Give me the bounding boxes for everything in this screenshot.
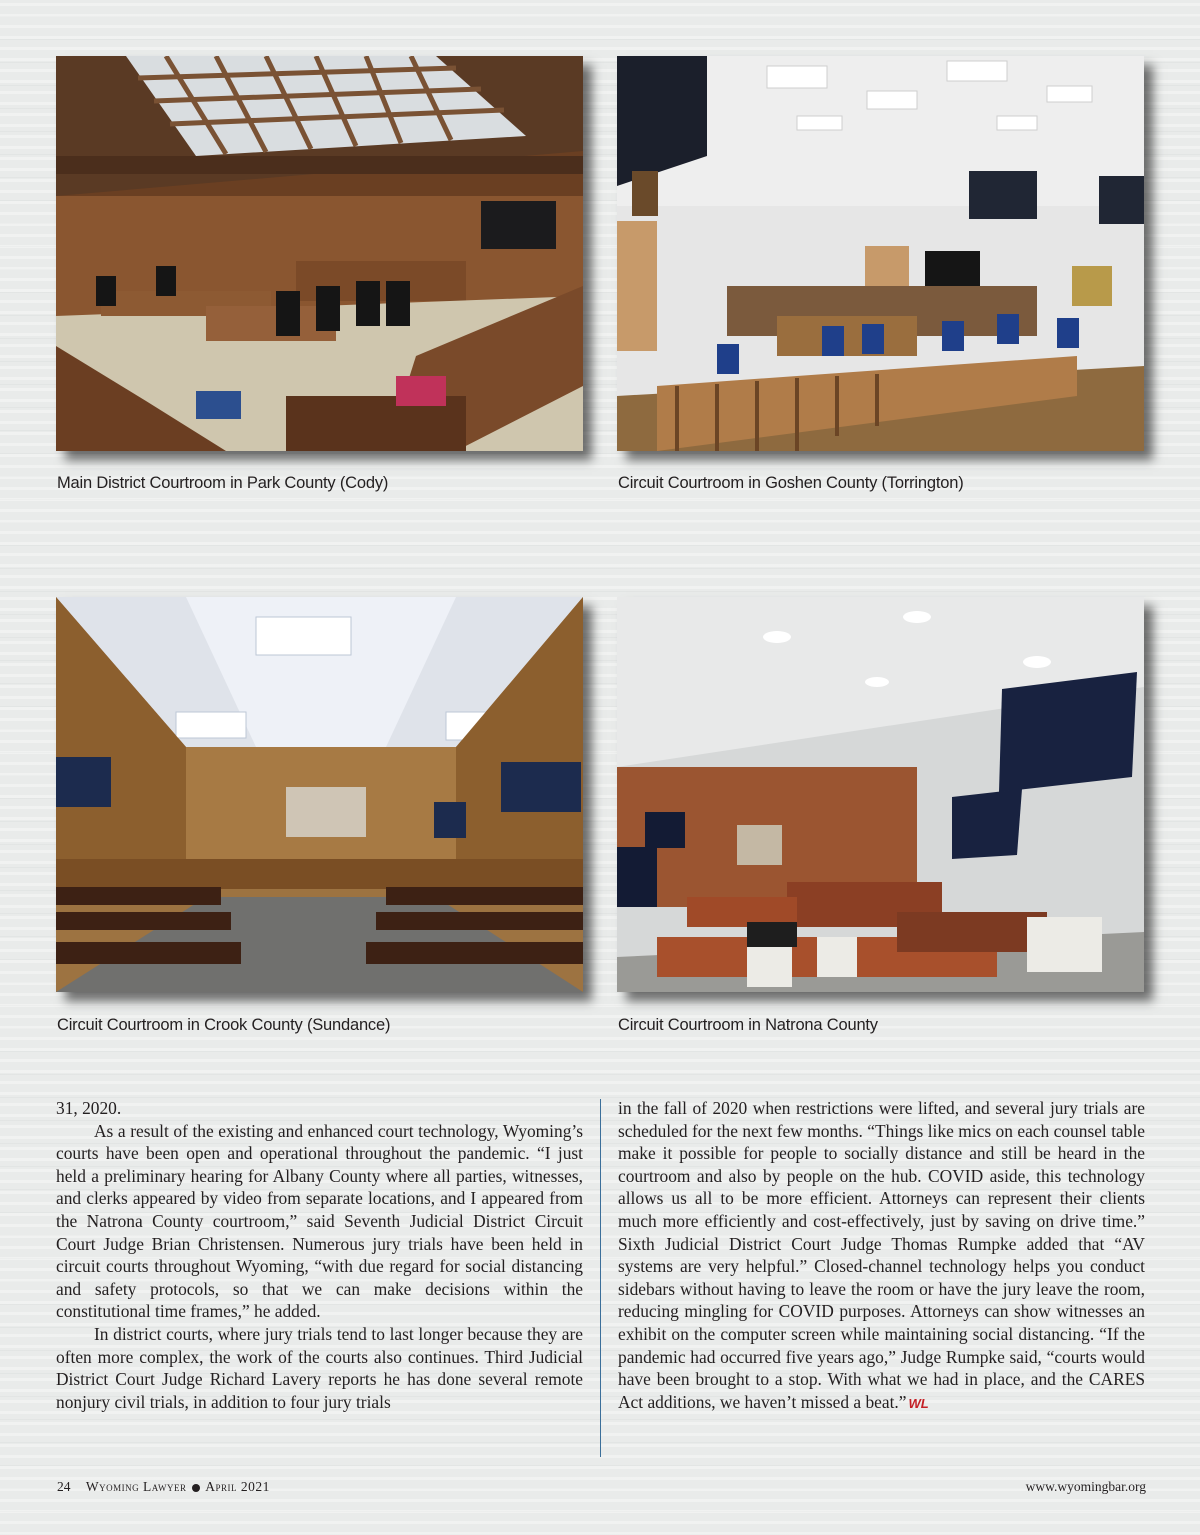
- website-url: www.wyomingbar.org: [1025, 1479, 1146, 1494]
- photo-caption: Main District Courtroom in Park County (Cody): [57, 474, 389, 492]
- page-footer-left: [57, 1479, 270, 1495]
- photo-park-county-courtroom: [56, 56, 583, 451]
- page-number: 24: [57, 1479, 71, 1494]
- issue-date: April 2021: [205, 1479, 270, 1494]
- photo-natrona-county-courtroom: [617, 597, 1144, 992]
- article-column-right: [618, 1097, 1145, 1415]
- article-paragraph: In district courts, where jury trials tend to last longer because they are often more complex, the work of the courts also continues. Third Judicial District Court Judge Richard Lavery reports he has done several remote nonjury civil trials, in addition to four jury trials: [56, 1323, 583, 1412]
- column-divider: [600, 1099, 601, 1457]
- photo-caption: Circuit Courtroom in Crook County (Sundance): [57, 1016, 391, 1034]
- article-paragraph: in the fall of 2020 when restrictions were lifted, and several jury trials are scheduled for the next few months. “Things like mics on each counsel table make it possible for people to socially distance and still be heard in the courtroom and also by people on the hub. COVID aside, this technology allows us all to be more efficient. Attorneys can represent their clients much more efficiently and cost-effectively, just by saving on drive time.” Sixth Judicial District Court Judge Thomas Rumpke added that “AV systems are very helpful.” Closed-channel technology helps you conduct sidebars without having to leave the room or have the jury leave the room, reducing mingling for COVID purposes. Attorneys can show witnesses an exhibit on the computer screen while maintaining social distancing. “If the pandemic had occurred five years ago,” Judge Rumpke said, “courts would have been brought to a stop. With what we had in place, and the CARES Act additions, we haven’t missed a beat.”: [618, 1098, 1145, 1412]
- photo-crook-county-courtroom: [56, 597, 583, 992]
- end-mark: WL: [908, 1395, 929, 1411]
- photo-caption: Circuit Courtroom in Natrona County: [618, 1016, 878, 1034]
- article-paragraph: 31, 2020.: [56, 1098, 122, 1118]
- article-column-left: [56, 1097, 583, 1413]
- photo-goshen-county-courtroom: [617, 56, 1144, 451]
- photo-caption: Circuit Courtroom in Goshen County (Torrington): [618, 474, 964, 492]
- bullet-separator-icon: [192, 1484, 200, 1492]
- article-paragraph: As a result of the existing and enhanced court technology, Wyoming’s courts have been open and operational throughout the pandemic. “I just held a preliminary hearing for Albany County where all parties, witnesses, and clerks appeared by video from separate locations, and I appeared from the Natrona County courtroom,” said Seventh Judicial District Circuit Court Judge Brian Christensen. Numerous jury trials have been held in circuit courts throughout Wyoming, “with due regard for social distancing and safety protocols, so that we can make decisions within the constitutional time frames,” he added.: [56, 1120, 583, 1322]
- publication-name: Wyoming Lawyer: [85, 1479, 187, 1494]
